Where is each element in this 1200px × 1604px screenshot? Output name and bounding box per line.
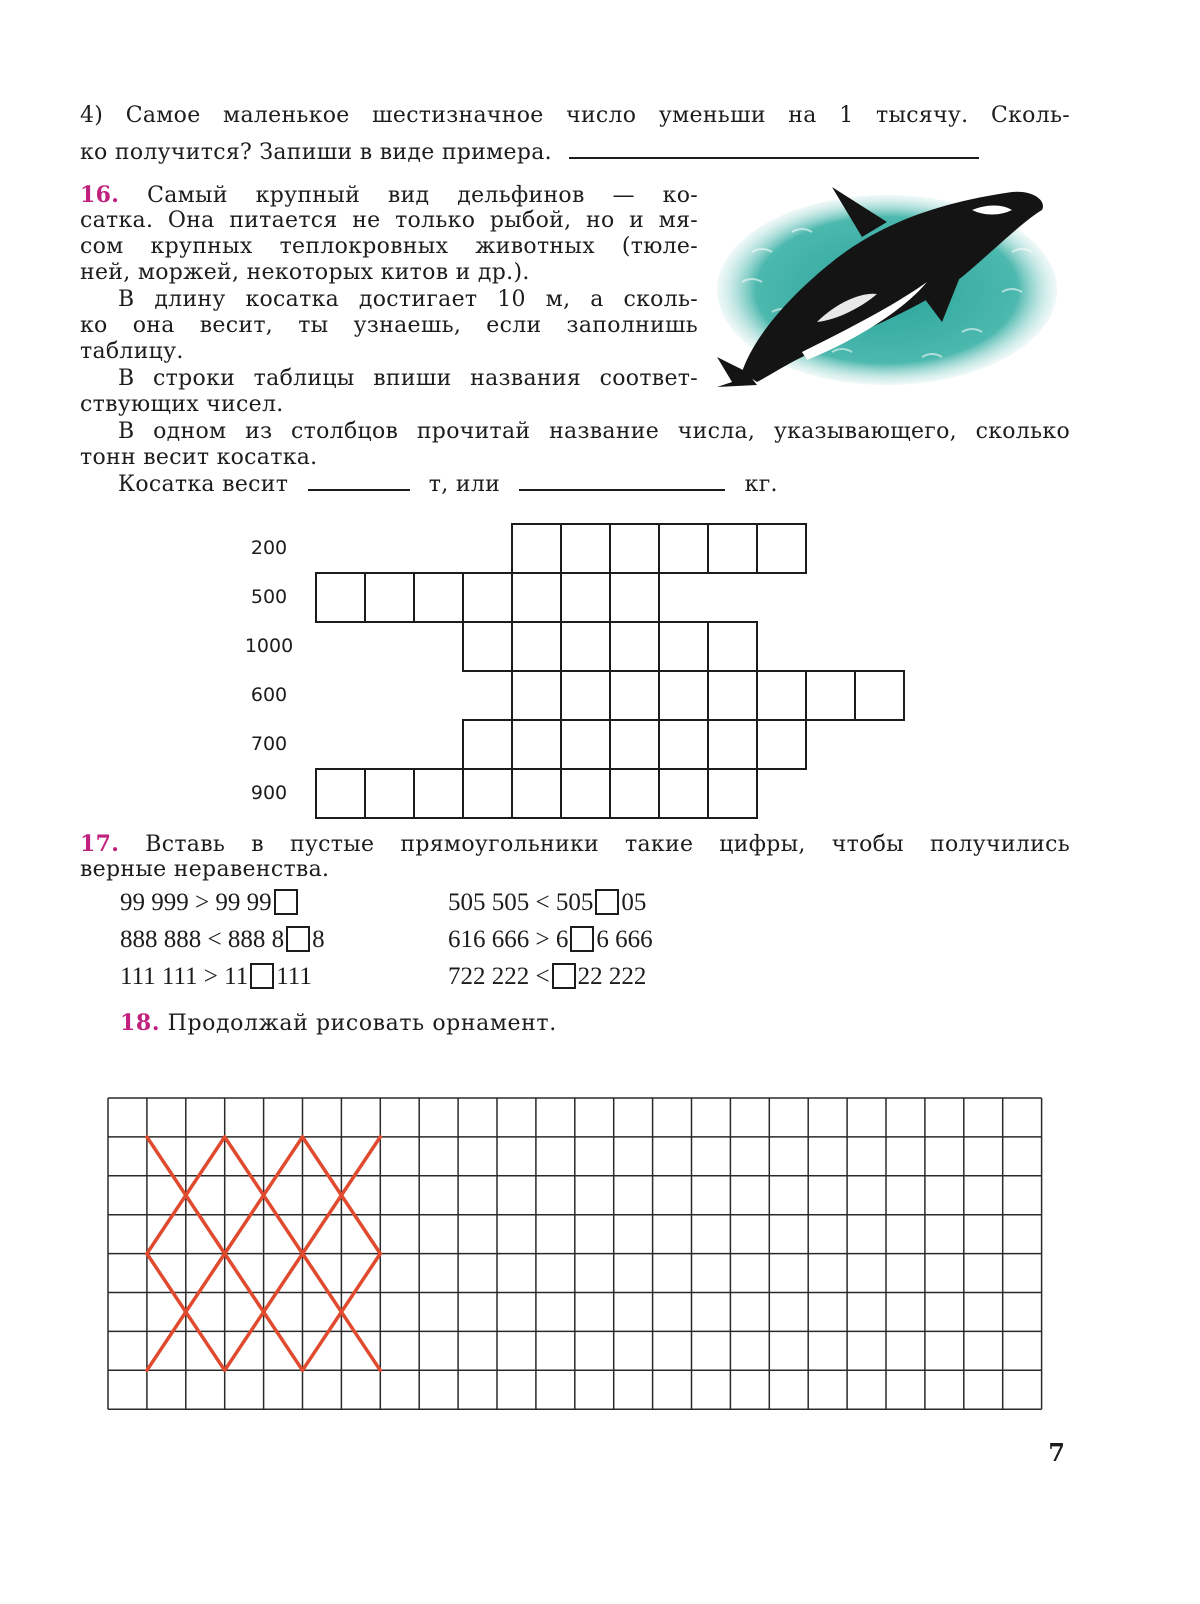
crossword-row-label: 500 — [250, 586, 288, 608]
ineq-text: 22 222 — [577, 963, 647, 990]
crossword-cell[interactable] — [512, 769, 561, 818]
crossword-cell[interactable] — [757, 720, 806, 769]
ineq-text: 888 888 < 888 8 — [120, 926, 285, 953]
digit-box[interactable] — [552, 963, 576, 989]
crossword-cell[interactable] — [365, 573, 414, 622]
crossword-cell[interactable] — [610, 720, 659, 769]
task16-line2: сатка. Она питается не только рыбой, но и мя- — [80, 208, 698, 233]
task17-text: Вставь в пустые прямоугольники такие цифры, чтобы получились — [145, 832, 1070, 857]
crossword-cell[interactable] — [708, 769, 757, 818]
inequality-5 — [120, 962, 312, 992]
crossword-cell[interactable] — [610, 769, 659, 818]
answer-mid: т, или — [428, 472, 501, 497]
inequality-2 — [448, 888, 646, 918]
digit-box[interactable] — [570, 926, 594, 952]
task16-line6: ко она весит, ты узнаешь, если заполнишь — [80, 313, 698, 338]
ineq-text: 99 999 > 99 99 — [120, 889, 272, 916]
crossword-cell[interactable] — [463, 720, 512, 769]
inequality-1 — [120, 888, 300, 918]
crossword-cell[interactable] — [561, 769, 610, 818]
task18-number: 18. — [120, 1010, 161, 1036]
crossword-cell[interactable] — [806, 671, 855, 720]
crossword-row-label: 200 — [250, 537, 288, 559]
crossword-cell[interactable] — [659, 622, 708, 671]
crossword-row-label: 1000 — [244, 635, 294, 657]
crossword-cell[interactable] — [708, 622, 757, 671]
crossword-cell[interactable] — [610, 622, 659, 671]
crossword-cell[interactable] — [561, 671, 610, 720]
crossword-cell[interactable] — [512, 524, 561, 573]
digit-box[interactable] — [286, 926, 310, 952]
task16-line10: В одном из столбцов прочитай название числа, указывающего, сколько — [118, 419, 1070, 444]
crossword-cell[interactable] — [708, 720, 757, 769]
task16-line7: таблицу. — [80, 339, 184, 364]
crossword-cell[interactable] — [365, 769, 414, 818]
crossword-cell[interactable] — [512, 671, 561, 720]
ornament-grid[interactable] — [0, 1090, 1200, 1430]
crossword-cell[interactable] — [512, 622, 561, 671]
inequality-6 — [448, 962, 646, 992]
answer-prefix: Косатка весит — [118, 472, 289, 497]
crossword-cell[interactable] — [463, 573, 512, 622]
crossword-row-label: 600 — [250, 684, 288, 706]
crossword-cell[interactable] — [316, 573, 365, 622]
crossword-cell[interactable] — [659, 769, 708, 818]
crossword-cell[interactable] — [757, 671, 806, 720]
crossword-cell[interactable] — [659, 671, 708, 720]
task18-line — [120, 1010, 557, 1037]
digit-box[interactable] — [595, 889, 619, 915]
crossword-cell[interactable] — [463, 622, 512, 671]
crossword-cell[interactable] — [610, 524, 659, 573]
task4-line1: 4) Самое маленькое шестизначное число уменьши на 1 тысячу. Сколь- — [80, 103, 1070, 128]
inequality-3 — [120, 925, 325, 955]
crossword-cell[interactable] — [561, 720, 610, 769]
ineq-text: 505 505 < 505 — [448, 889, 594, 916]
crossword-cell[interactable] — [414, 573, 463, 622]
task16-line11: тонн весит косатка. — [80, 445, 318, 470]
grid-lines — [108, 1098, 1042, 1409]
ineq-text: 111 — [276, 963, 312, 990]
task16-line3: сом крупных теплокровных животных (тюле- — [80, 234, 698, 259]
task17-line1 — [80, 831, 1070, 858]
ineq-text: 05 — [621, 889, 647, 916]
task16-number: 16. — [80, 182, 120, 208]
crossword-cell[interactable] — [561, 524, 610, 573]
crossword-cell[interactable] — [757, 524, 806, 573]
crossword-cell[interactable] — [561, 622, 610, 671]
crossword-cell[interactable] — [512, 573, 561, 622]
ineq-text: 8 — [312, 926, 325, 953]
ineq-text: 6 666 — [596, 926, 653, 953]
ineq-text: 111 111 > 11 — [120, 963, 249, 990]
task4-line2-text: ко получится? Запиши в виде примера. — [80, 140, 552, 165]
ineq-text: 722 222 < — [448, 963, 550, 990]
task16-line9: ствующих чисел. — [80, 392, 284, 417]
crossword-cell[interactable] — [708, 671, 757, 720]
task17-number: 17. — [80, 831, 120, 857]
crossword-cell[interactable] — [610, 671, 659, 720]
crossword-cell[interactable] — [561, 573, 610, 622]
crossword-cell[interactable] — [659, 524, 708, 573]
crossword-cell[interactable] — [316, 769, 365, 818]
digit-box[interactable] — [250, 963, 274, 989]
task16-line8: В строки таблицы впиши названия соответ- — [118, 366, 698, 391]
crossword-cell[interactable] — [463, 769, 512, 818]
task17-line2: верные неравенства. — [80, 857, 330, 882]
crossword-row-label: 900 — [250, 782, 288, 804]
task16-text: Самый крупный вид дельфинов — ко- — [147, 183, 698, 208]
ineq-text: 616 666 > 6 — [448, 926, 569, 953]
crossword-cell[interactable] — [659, 720, 708, 769]
task18-text: Продолжай рисовать орнамент. — [167, 1011, 557, 1036]
answer-suffix: кг. — [744, 472, 778, 497]
crossword-cell[interactable] — [708, 524, 757, 573]
crossword-cell[interactable] — [855, 671, 904, 720]
crossword-cell[interactable] — [512, 720, 561, 769]
digit-box[interactable] — [274, 889, 298, 915]
crossword-cell[interactable] — [414, 769, 463, 818]
task16-line5: В длину косатка достигает 10 м, а сколь- — [118, 287, 698, 312]
page-number: 7 — [1048, 1438, 1065, 1467]
crossword-row-label: 700 — [250, 733, 288, 755]
inequality-4 — [448, 925, 653, 955]
task16-line4: ней, моржей, некоторых китов и др.). — [80, 260, 530, 285]
crossword-cell[interactable] — [610, 573, 659, 622]
